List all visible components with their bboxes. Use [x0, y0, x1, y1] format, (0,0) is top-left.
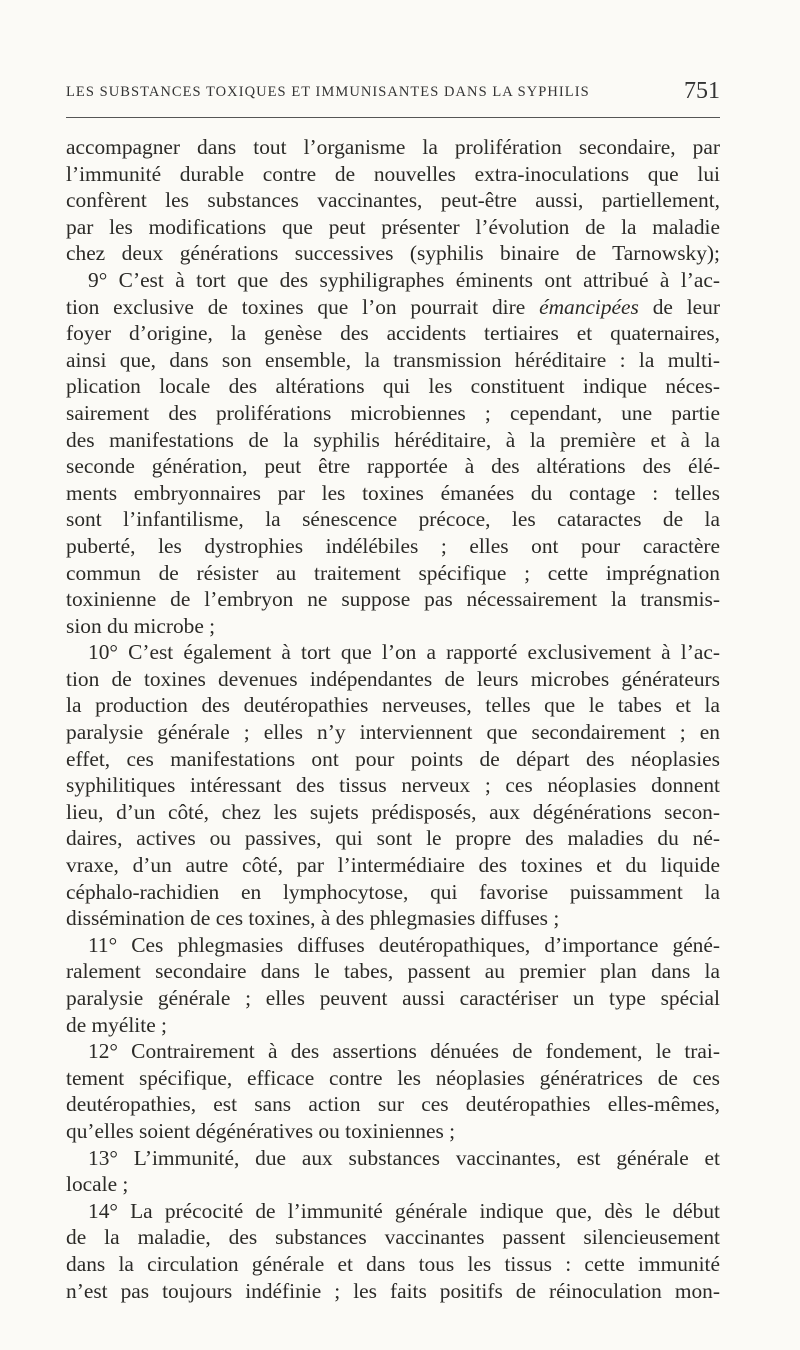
text-line: 12° Contrairement à des assertions dénuées de fondement, le trai- — [88, 1039, 720, 1064]
text-line: puberté, les dystrophies indélébiles ; elles ont pour caractère — [66, 533, 720, 558]
text-line: 14° La précocité de l’immunité générale indique que, dès le début — [88, 1198, 720, 1223]
text-line: toxinienne de l’embryon ne suppose pas nécessairement la transmis- — [66, 587, 720, 612]
text-line: de la maladie, des substances vaccinantes passent silencieusement — [66, 1225, 720, 1250]
text-line — [66, 294, 720, 321]
text-segment: tion exclusive de toxines que l’on pourrait dire — [66, 294, 540, 319]
text-line: de myélite ; — [66, 1012, 167, 1037]
text-line: 11° Ces phlegmasies diffuses deutéropathiques, d’importance géné- — [88, 932, 720, 957]
text-line: par les modifications que peut présenter l’évolution de la maladie — [66, 214, 720, 239]
text-line: 9° C’est à tort que des syphiligraphes éminents ont attribué à l’ac- — [88, 267, 720, 292]
text-segment: de leur — [638, 294, 720, 319]
text-line: sont l’infantilisme, la sénescence précoce, les cataractes de la — [66, 507, 720, 532]
page-header — [66, 80, 720, 108]
text-line: 10° C’est également à tort que l’on a rapporté exclusivement à l’ac- — [88, 640, 720, 665]
text-line: seconde génération, peut être rapportée à des altérations des élé- — [66, 454, 720, 479]
text-line: syphilitiques intéressant des tissus nerveux ; ces néoplasies donnent — [66, 773, 720, 798]
text-line: locale ; — [66, 1172, 129, 1197]
running-head: LES SUBSTANCES TOXIQUES ET IMMUNISANTES DANS LA SYPHILIS — [66, 84, 590, 100]
text-line: dans la circulation générale et dans tous les tissus : cette immunité — [66, 1251, 720, 1276]
text-line: sairement des proliférations microbiennes ; cependant, une partie — [66, 400, 720, 425]
text-line: tion de toxines devenues indépendantes de leurs microbes générateurs — [66, 666, 720, 691]
text-line: ralement secondaire dans le tabes, passent au premier plan dans la — [66, 959, 720, 984]
text-line: foyer d’origine, la genèse des accidents tertiaires et quaternaires, — [66, 321, 720, 346]
text-line: dissémination de ces toxines, à des phlegmasies diffuses ; — [66, 906, 560, 931]
text-line: accompagner dans tout l’organisme la prolifération secondaire, par — [66, 135, 720, 159]
text-line: l’immunité durable contre de nouvelles extra-inoculations que lui — [66, 161, 720, 186]
text-line: daires, actives ou passives, qui sont le propre des maladies du né- — [66, 826, 720, 851]
text-line: des manifestations de la syphilis héréditaire, à la première et à la — [66, 427, 720, 452]
text-line: deutéropathies, est sans action sur ces deutéropathies elles-mêmes, — [66, 1092, 720, 1117]
text-line: paralysie générale ; elles peuvent aussi caractériser un type spécial — [66, 986, 720, 1010]
page-number: 751 — [684, 78, 720, 104]
text-line: confèrent les substances vaccinantes, peut-être aussi, partiellement, — [66, 188, 720, 213]
text-line: sion du microbe ; — [66, 613, 216, 638]
italic-term: émancipées — [539, 294, 639, 319]
text-line: 13° L’immunité, due aux substances vaccinantes, est générale et — [88, 1145, 720, 1170]
text-line: tement spécifique, efficace contre les néoplasies génératrices de ces — [66, 1065, 720, 1090]
text-line: ainsi que, dans son ensemble, la transmission héréditaire : la multi- — [66, 347, 720, 372]
text-line: plication locale des altérations qui les constituent indique néces- — [66, 374, 720, 399]
text-line: lieu, d’un côté, chez les sujets prédisposés, aux dégénérations secon- — [66, 799, 720, 824]
text-line: chez deux générations successives (syphilis binaire de Tarnowsky); — [66, 241, 720, 266]
text-line: effet, ces manifestations ont pour points de départ des néoplasies — [66, 746, 720, 771]
text-line: paralysie générale ; elles n’y interviennent que secondairement ; en — [66, 720, 720, 745]
text-line: céphalo-rachidien en lymphocytose, qui favorise puissamment la — [66, 879, 720, 904]
text-line: n’est pas toujours indéfinie ; les faits positifs de réinoculation mon- — [66, 1278, 720, 1303]
text-line: commun de résister au traitement spécifique ; cette imprégnation — [66, 560, 720, 585]
text-line: la production des deutéropathies nerveuses, telles que le tabes et la — [66, 693, 720, 718]
text-line: ments embryonnaires par les toxines émanées du contage : telles — [66, 480, 720, 505]
text-line: qu’elles soient dégénératives ou toxiniennes ; — [66, 1118, 456, 1143]
body-text — [66, 134, 720, 1304]
text-line: vraxe, d’un autre côté, par l’intermédiaire des toxines et du liquide — [66, 853, 720, 878]
header-rule — [66, 117, 720, 118]
